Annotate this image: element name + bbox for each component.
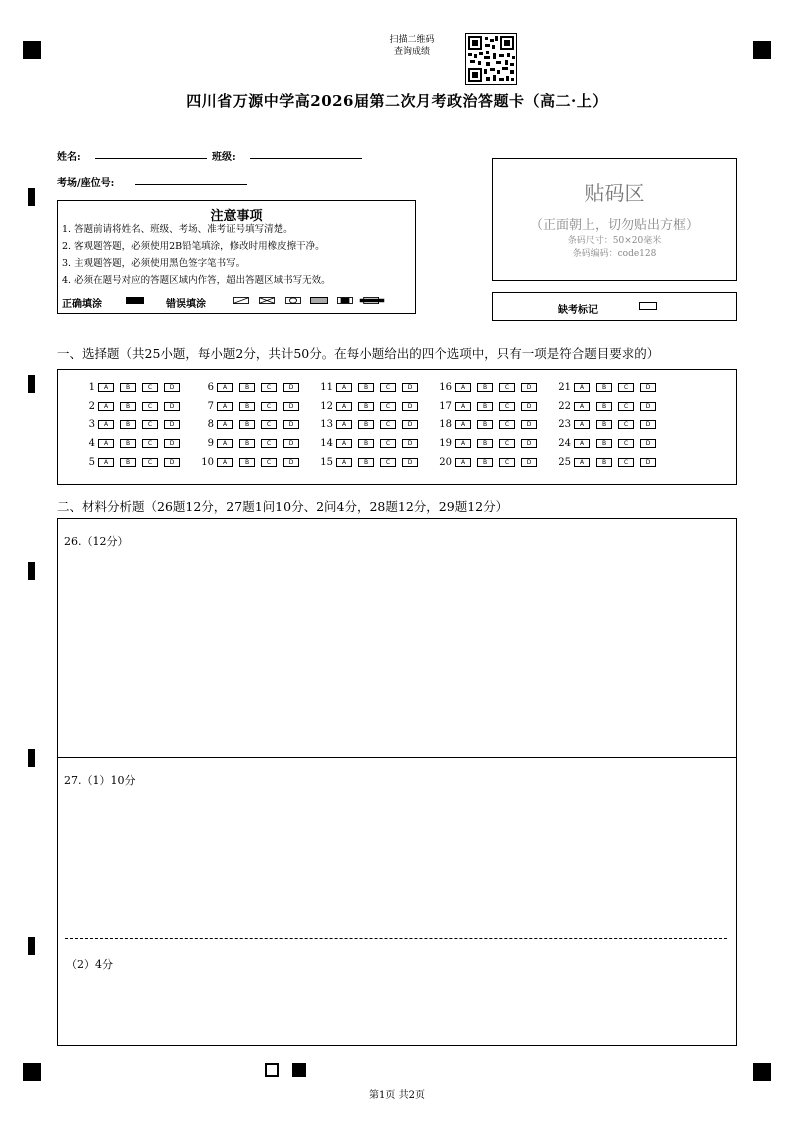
option-bubble[interactable]: D: [164, 383, 180, 392]
option-bubble[interactable]: B: [358, 458, 374, 467]
choice-question-row: [317, 437, 424, 449]
choice-question-row: [317, 381, 424, 393]
choice-question-row: [79, 418, 186, 430]
option-bubble[interactable]: C: [380, 420, 396, 429]
answer-area-q27[interactable]: [57, 757, 737, 1046]
question-number: 20: [439, 456, 452, 468]
section2-heading: 二、材料分析题（26题12分，27题1问10分、2问4分，28题12分，29题12分）: [57, 499, 509, 514]
question-number: 11: [320, 381, 333, 393]
question-number: 17: [439, 400, 452, 412]
option-bubble[interactable]: C: [261, 420, 277, 429]
choice-question-row: [317, 456, 424, 468]
option-bubble[interactable]: C: [261, 383, 277, 392]
choice-question-row: [436, 381, 543, 393]
choice-question-row: [436, 418, 543, 430]
class-field[interactable]: [250, 158, 362, 159]
wrong-fill-slash-icon: [232, 297, 250, 304]
option-bubble[interactable]: B: [120, 402, 136, 411]
option-bubble[interactable]: C: [142, 383, 158, 392]
corner-mark-bottom-right: [753, 1063, 771, 1081]
choice-question-row: [317, 418, 424, 430]
corner-mark-top-right: [753, 41, 771, 59]
question-number: 8: [207, 418, 214, 430]
class-label: 班级:: [212, 152, 236, 163]
wrong-fill-label: 错误填涂: [166, 299, 206, 310]
option-bubble[interactable]: B: [239, 420, 255, 429]
wrong-fill-cross-icon: [258, 297, 276, 304]
option-bubble[interactable]: A: [574, 402, 590, 411]
corner-mark-bottom-left: [23, 1063, 41, 1081]
notice-item: 4. 必须在题号对应的答题区域内作答，超出答题区域书写无效。: [62, 275, 331, 286]
option-bubble[interactable]: A: [455, 420, 471, 429]
notice-item: 3. 主观题答题，必须使用黑色签字笔书写。: [62, 258, 246, 269]
option-bubble[interactable]: D: [521, 402, 537, 411]
option-bubble[interactable]: B: [239, 439, 255, 448]
option-bubble[interactable]: A: [98, 402, 114, 411]
question-number: 21: [558, 381, 571, 393]
option-bubble[interactable]: B: [477, 402, 493, 411]
choice-question-row: [79, 437, 186, 449]
option-bubble[interactable]: A: [574, 458, 590, 467]
option-bubble[interactable]: D: [521, 383, 537, 392]
q27-divider: [65, 938, 727, 939]
option-bubble[interactable]: D: [640, 402, 656, 411]
option-bubble[interactable]: B: [477, 439, 493, 448]
section1-heading: 一、选择题（共25小题，每小题2分，共计50分。在每小题给出的四个选项中，只有一项是符合题目要求的）: [57, 346, 660, 361]
option-bubble[interactable]: D: [640, 439, 656, 448]
seat-label: 考场/座位号:: [57, 178, 115, 189]
side-mark: [28, 375, 35, 393]
option-bubble[interactable]: B: [358, 402, 374, 411]
option-bubble[interactable]: A: [336, 383, 352, 392]
name-field[interactable]: [95, 158, 207, 159]
wrong-fill-partial-icon: [336, 297, 354, 304]
choice-question-row: [436, 400, 543, 412]
choice-question-row: [198, 437, 305, 449]
question-number: 4: [88, 437, 95, 449]
page-number: 第1页 共2页: [369, 1090, 425, 1101]
option-bubble[interactable]: B: [596, 402, 612, 411]
option-bubble[interactable]: A: [217, 420, 233, 429]
option-bubble[interactable]: B: [239, 402, 255, 411]
question-number: 9: [207, 437, 214, 449]
option-bubble[interactable]: B: [239, 458, 255, 467]
option-bubble[interactable]: C: [499, 402, 515, 411]
option-bubble[interactable]: D: [640, 383, 656, 392]
option-bubble[interactable]: C: [618, 420, 634, 429]
choice-question-row: [555, 456, 662, 468]
option-bubble[interactable]: D: [283, 420, 299, 429]
option-bubble[interactable]: A: [336, 402, 352, 411]
option-bubble[interactable]: B: [596, 420, 612, 429]
option-bubble[interactable]: D: [521, 439, 537, 448]
wrong-fill-examples: [232, 297, 392, 305]
notice-item: 2. 客观题答题，必须使用2B铅笔填涂，修改时用橡皮擦干净。: [62, 241, 325, 252]
question-number: 24: [558, 437, 571, 449]
corner-mark-top-left: [23, 41, 41, 59]
qr-caption-line1: 扫描二维码: [389, 35, 435, 45]
side-mark: [28, 562, 35, 580]
option-bubble[interactable]: C: [618, 402, 634, 411]
option-bubble[interactable]: C: [618, 458, 634, 467]
question-number: 19: [439, 437, 452, 449]
option-bubble[interactable]: D: [283, 402, 299, 411]
option-bubble[interactable]: C: [261, 458, 277, 467]
choice-question-row: [555, 381, 662, 393]
option-bubble[interactable]: D: [521, 458, 537, 467]
qr-caption-line2: 查询成绩: [393, 47, 430, 57]
wrong-fill-grey-icon: [310, 297, 328, 304]
question-number: 7: [207, 400, 214, 412]
barcode-title: 贴码区: [584, 181, 645, 205]
correct-fill-example: [126, 297, 144, 304]
choice-question-row: [79, 381, 186, 393]
choice-question-row: [79, 456, 186, 468]
option-bubble[interactable]: C: [261, 439, 277, 448]
question-number: 14: [320, 437, 333, 449]
option-bubble[interactable]: B: [120, 420, 136, 429]
option-bubble[interactable]: D: [402, 439, 418, 448]
option-bubble[interactable]: C: [380, 458, 396, 467]
absent-label: 缺考标记: [558, 305, 598, 316]
barcode-code: 条码编码：code128: [572, 249, 657, 259]
choice-question-row: [198, 456, 305, 468]
question-number: 22: [558, 400, 571, 412]
option-bubble[interactable]: A: [455, 402, 471, 411]
option-bubble[interactable]: B: [120, 383, 136, 392]
choice-question-row: [436, 437, 543, 449]
option-bubble[interactable]: B: [596, 458, 612, 467]
option-bubble[interactable]: B: [477, 420, 493, 429]
question-number: 25: [558, 456, 571, 468]
option-bubble[interactable]: C: [142, 402, 158, 411]
option-bubble[interactable]: A: [217, 458, 233, 467]
option-bubble[interactable]: C: [380, 402, 396, 411]
barcode-area: [492, 158, 737, 281]
option-bubble[interactable]: D: [283, 458, 299, 467]
option-bubble[interactable]: D: [164, 402, 180, 411]
choice-question-row: [317, 400, 424, 412]
option-bubble[interactable]: B: [358, 383, 374, 392]
footer-mark-solid: [292, 1063, 306, 1077]
notice-title: 注意事项: [210, 209, 263, 224]
option-bubble[interactable]: B: [596, 439, 612, 448]
option-bubble[interactable]: D: [640, 458, 656, 467]
option-bubble[interactable]: A: [574, 383, 590, 392]
question-number: 2: [88, 400, 95, 412]
choice-question-row: [79, 400, 186, 412]
option-bubble[interactable]: C: [142, 439, 158, 448]
question-number: 15: [320, 456, 333, 468]
option-bubble[interactable]: B: [358, 439, 374, 448]
option-bubble[interactable]: D: [402, 383, 418, 392]
wrong-fill-overflow-icon: [358, 297, 386, 304]
page-title: 四川省万源中学高2026届第二次月考政治答题卡（高二·上）: [186, 92, 608, 110]
choice-question-row: [198, 381, 305, 393]
question-number: 23: [558, 418, 571, 430]
answer-area-q26[interactable]: [57, 518, 737, 758]
option-bubble[interactable]: D: [521, 420, 537, 429]
option-bubble[interactable]: A: [455, 458, 471, 467]
option-bubble[interactable]: B: [596, 383, 612, 392]
option-bubble[interactable]: C: [499, 420, 515, 429]
option-bubble[interactable]: D: [164, 420, 180, 429]
wrong-fill-circle-icon: [284, 297, 302, 304]
option-bubble[interactable]: A: [574, 439, 590, 448]
question-number: 1: [88, 381, 95, 393]
choice-question-row: [198, 400, 305, 412]
option-bubble[interactable]: B: [477, 458, 493, 467]
question-number: 18: [439, 418, 452, 430]
option-bubble[interactable]: D: [402, 420, 418, 429]
absent-mark-box: [492, 292, 737, 321]
q27-label: 27.（1）10分: [64, 774, 136, 787]
option-bubble[interactable]: A: [336, 439, 352, 448]
question-number: 6: [207, 381, 214, 393]
option-bubble[interactable]: C: [499, 458, 515, 467]
footer-mark-hollow: [265, 1063, 279, 1077]
choice-question-row: [555, 418, 662, 430]
side-mark: [28, 749, 35, 767]
notice-box: [57, 200, 416, 314]
option-bubble[interactable]: C: [380, 439, 396, 448]
option-bubble[interactable]: C: [499, 439, 515, 448]
question-number: 12: [320, 400, 333, 412]
option-bubble[interactable]: A: [98, 458, 114, 467]
option-bubble[interactable]: D: [164, 439, 180, 448]
qr-code: [465, 33, 517, 85]
option-bubble[interactable]: D: [283, 383, 299, 392]
option-bubble[interactable]: B: [239, 383, 255, 392]
notice-item: 1. 答题前请将姓名、班级、考场、准考证号填写清楚。: [62, 224, 293, 235]
choice-question-row: [555, 437, 662, 449]
option-bubble[interactable]: C: [618, 439, 634, 448]
qr-caption: [372, 34, 452, 58]
question-number: 3: [88, 418, 95, 430]
option-bubble[interactable]: A: [98, 439, 114, 448]
option-bubble[interactable]: A: [455, 383, 471, 392]
q27-part2-label: （2）4分: [66, 958, 113, 971]
option-bubble[interactable]: A: [98, 383, 114, 392]
option-bubble[interactable]: A: [98, 420, 114, 429]
option-bubble[interactable]: D: [283, 439, 299, 448]
name-label: 姓名:: [57, 152, 81, 163]
option-bubble[interactable]: D: [164, 458, 180, 467]
option-bubble[interactable]: B: [477, 383, 493, 392]
option-bubble[interactable]: C: [261, 402, 277, 411]
option-bubble[interactable]: C: [142, 420, 158, 429]
q26-label: 26.（12分）: [64, 535, 129, 548]
question-number: 16: [439, 381, 452, 393]
option-bubble[interactable]: C: [618, 383, 634, 392]
option-bubble[interactable]: A: [574, 420, 590, 429]
option-bubble[interactable]: A: [336, 420, 352, 429]
option-bubble[interactable]: A: [217, 402, 233, 411]
option-bubble[interactable]: C: [142, 458, 158, 467]
option-bubble[interactable]: D: [402, 402, 418, 411]
question-number: 13: [320, 418, 333, 430]
question-number: 10: [201, 456, 214, 468]
option-bubble[interactable]: A: [217, 439, 233, 448]
side-mark: [28, 937, 35, 955]
option-bubble[interactable]: D: [402, 458, 418, 467]
question-number: 5: [88, 456, 95, 468]
option-bubble[interactable]: A: [336, 458, 352, 467]
absent-checkbox[interactable]: [639, 302, 657, 310]
option-bubble[interactable]: C: [380, 383, 396, 392]
option-bubble[interactable]: B: [120, 458, 136, 467]
barcode-subtitle: （正面朝上，切勿贴出方框）: [529, 218, 699, 233]
correct-fill-label: 正确填涂: [62, 299, 102, 310]
option-bubble[interactable]: D: [640, 420, 656, 429]
option-bubble[interactable]: B: [358, 420, 374, 429]
qr-code-icon: [466, 34, 516, 84]
side-mark: [28, 188, 35, 206]
option-bubble[interactable]: B: [120, 439, 136, 448]
option-bubble[interactable]: A: [455, 439, 471, 448]
seat-field[interactable]: [135, 184, 247, 185]
choice-question-row: [436, 456, 543, 468]
option-bubble[interactable]: A: [217, 383, 233, 392]
choice-question-row: [555, 400, 662, 412]
choice-question-row: [198, 418, 305, 430]
barcode-size: 条码尺寸：50×20毫米: [567, 236, 662, 246]
option-bubble[interactable]: C: [499, 383, 515, 392]
